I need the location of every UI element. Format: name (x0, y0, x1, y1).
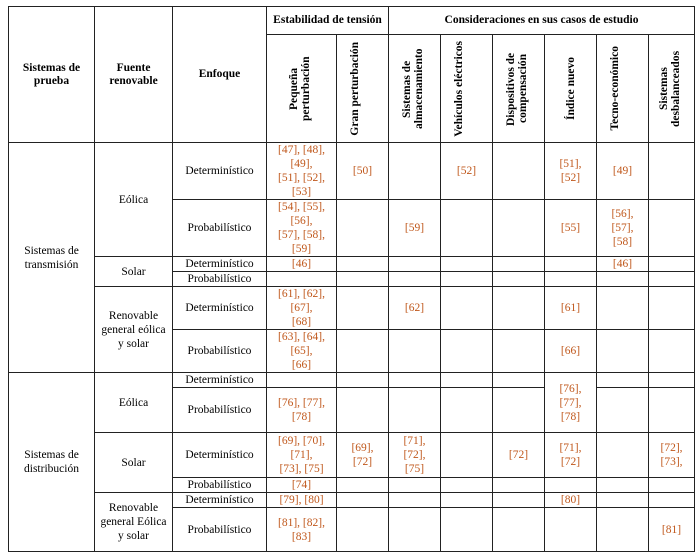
approach-prob: Probabilístico (173, 508, 267, 552)
approach-prob: Probabilístico (173, 388, 267, 433)
header-fuente-renovable: Fuente renovable (95, 7, 173, 143)
ref-cell: [50] (337, 143, 389, 200)
ref-cell (389, 433, 441, 478)
reference-line: [78] (560, 410, 581, 423)
ref-cell (649, 433, 695, 478)
reference-line: [72], (403, 449, 426, 461)
source-renovable-distribucion: Renovable general Eólica y solar (95, 493, 173, 552)
ref-cell: [61] (545, 287, 597, 330)
table-row (9, 433, 695, 478)
table-row (9, 373, 695, 388)
ref-cell: [79], [80] (267, 493, 337, 508)
ref-cell: [74] (267, 478, 337, 493)
reference-line: [61], [62], [67], (278, 288, 325, 314)
reference-line: [57], [58], [59] (278, 229, 325, 255)
reference-line: [71], (559, 442, 582, 454)
ref-cell (267, 143, 337, 200)
header-desbalanceados: Sistemas desbalanceados (649, 35, 695, 143)
approach-det: Determinístico (173, 373, 267, 388)
table-row (9, 493, 695, 508)
ref-cell: [46] (597, 257, 649, 272)
ref-cell (545, 433, 597, 478)
reference-line: [72] (560, 456, 581, 468)
ref-cell (267, 200, 337, 257)
reference-line: [47], [48], [49], (278, 144, 325, 170)
header-pequena: Pequeña perturbación (267, 35, 337, 143)
ref-cell: [62] (389, 287, 441, 330)
header-vehiculos: Vehículos eléctricos (441, 35, 493, 143)
reference-line: [81], [82], [83] (278, 516, 325, 543)
system-distribucion: Sistemas de distribución (9, 373, 95, 552)
ref-cell (337, 433, 389, 478)
approach-prob: Probabilístico (173, 272, 267, 287)
reference-line: [69], [70], [71], (278, 435, 325, 461)
ref-cell (267, 330, 337, 373)
table-row (9, 257, 695, 272)
header-tecno: Tecno-económico (597, 35, 649, 143)
ref-cell: [59] (389, 200, 441, 257)
header-consideraciones: Consideraciones en sus casos de estudio (389, 7, 695, 35)
ref-cell: [49] (597, 143, 649, 200)
ref-cell: [52] (441, 143, 493, 200)
reference-line: [72] (352, 456, 373, 468)
references-table (8, 6, 695, 552)
approach-prob: Probabilístico (173, 478, 267, 493)
ref-cell (267, 508, 337, 552)
header-gran: Gran perturbación (337, 35, 389, 143)
reference-line: [56], (611, 208, 634, 220)
ref-cell: [55] (545, 200, 597, 257)
reference-line: [73], [75] (279, 463, 324, 475)
reference-line: [76], (559, 382, 582, 395)
approach-det: Determinístico (173, 433, 267, 478)
ref-cell (267, 433, 337, 478)
system-transmision: Sistemas de transmisión (9, 143, 95, 373)
table-row (9, 143, 695, 200)
approach-det: Determinístico (173, 287, 267, 330)
reference-line: [51], (559, 158, 582, 170)
reference-line: [68] (291, 316, 312, 328)
header-enfoque: Enfoque (173, 7, 267, 143)
approach-det: Determinístico (173, 257, 267, 272)
source-eolica-distribucion: Eólica (95, 373, 173, 433)
ref-cell: [66] (545, 330, 597, 373)
ref-cell: [72] (493, 433, 545, 478)
ref-cell (597, 200, 649, 257)
ref-cell (545, 373, 597, 433)
reference-line: [71], (403, 435, 426, 447)
table-row (9, 287, 695, 330)
reference-line: [73], (660, 456, 683, 468)
header-sistemas-prueba: Sistemas de prueba (9, 7, 95, 143)
reference-line: [63], [64], [65], (278, 331, 325, 357)
source-renovable-transmision: Renovable general eólica y solar (95, 287, 173, 373)
ref-cell: [80] (545, 493, 597, 508)
approach-prob: Probabilístico (173, 330, 267, 373)
header-indice: Índice nuevo (545, 35, 597, 143)
reference-line: [54], [55], [56], (278, 201, 325, 227)
reference-line: [76], [77], [78] (278, 397, 325, 423)
approach-prob: Probabilístico (173, 200, 267, 257)
source-eolica: Eólica (95, 143, 173, 257)
header-almacenamiento: Sistemas de almacenamiento (389, 35, 441, 143)
approach-det: Determinístico (173, 143, 267, 200)
ref-cell (545, 143, 597, 200)
reference-line: [52] (560, 172, 581, 184)
ref-cell: [46] (267, 257, 337, 272)
approach-det: Determinístico (173, 493, 267, 508)
reference-line: [77], (559, 396, 582, 409)
reference-line: [51], [52], [53] (278, 172, 325, 198)
header-estabilidad: Estabilidad de tensión (267, 7, 389, 35)
reference-line: [58] (612, 236, 633, 248)
reference-line: [66] (291, 359, 312, 371)
ref-cell (267, 287, 337, 330)
reference-line: [57], (611, 222, 634, 234)
source-solar-distribucion: Solar (95, 433, 173, 493)
reference-line: [69], (351, 442, 374, 454)
reference-line: [72], (660, 442, 683, 454)
ref-cell (267, 388, 337, 433)
ref-cell: [81] (649, 508, 695, 552)
reference-line: [75] (404, 463, 425, 475)
header-dispositivos: Dispositivos de compensación (493, 35, 545, 143)
source-solar: Solar (95, 257, 173, 287)
